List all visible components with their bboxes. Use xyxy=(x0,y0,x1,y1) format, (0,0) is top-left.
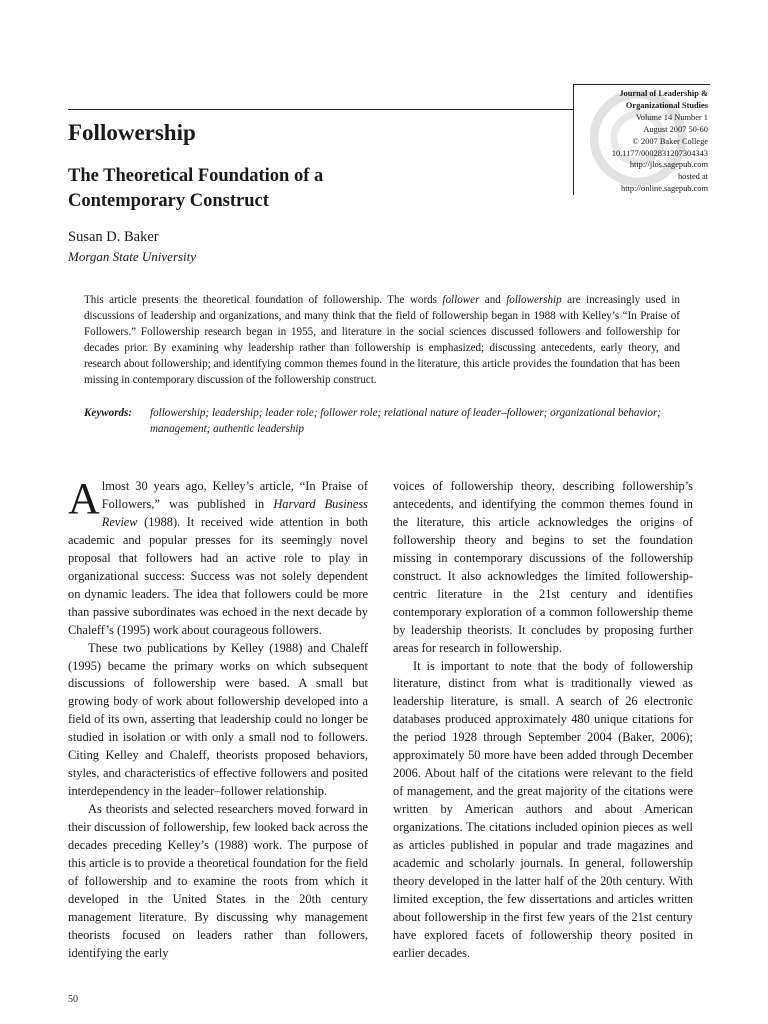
abstract-term: follower xyxy=(442,294,480,306)
drop-cap: A xyxy=(68,474,100,523)
journal-name-line2: Organizational Studies xyxy=(625,100,708,110)
keywords-list: followership; leadership; leader role; follower role; relational nature of leader–follower; organizational behavior; management; authentic leadership xyxy=(150,407,661,436)
author-affiliation: Morgan State University xyxy=(68,249,197,264)
journal-citation: Harvard Business Review xyxy=(101,496,368,529)
abstract-text: are increasingly used in discussions of leadership and organizations, and many think that the field of followership began in 1988 with Kelley’s “In Praise of Followers.” Followership research began in 1955, and literature in the social sciences discussed followers and followership for decades prior. By examining why leadership rather than followership is emphasized; discussing antecedents, early theory, and research about followership; and identifying common themes found in the literature, this article provides the foundation that has been missing in contemporary discussion of the followership construct. xyxy=(84,294,680,387)
journal-info xyxy=(560,88,708,195)
journal-hosted-label: hosted at xyxy=(677,172,708,182)
abstract-text: This article presents the theoretical foundation of followership. The words xyxy=(84,294,443,306)
body-text: (1988). It received wide attention in both academic and popular presses for its seemingly novel proposal that followers had an active role to play in organizational success: Success was not solely dependent on dynamic leaders. The idea that followers could be more than passive subordinates was echoed in the next decade by Chaleff’s (1995) work about courageous followers. xyxy=(68,514,368,637)
body-column-right xyxy=(393,478,693,963)
abstract-term: followership xyxy=(506,294,562,306)
keywords xyxy=(84,405,684,437)
article-subtitle: The Theoretical Foundation of a Contemporary Construct xyxy=(68,166,324,211)
journal-copyright: © 2007 Baker College xyxy=(632,136,708,146)
body-paragraph: It is important to note that the body of followership literature, distinct from what is traditionally viewed as leadership literature, is small. A search of 26 electronic databases produced approximately 480 unique citations for the period 1928 through September 2004 (Baker, 2006); approximately 50 more have been added through December 2006. About half of the citations were relevant to the field of management, and the great majority of the citations were written by American authors and about American organizations. The citations included opinion pieces as well as articles published in popular and trade magazines and academic and scholarly journals. In general, followership theory developed in the latter half of the 20th century. With limited exception, the few dissertations and articles written about followership in the first few years of the 21st century have explored facets of followership theory posited in earlier decades. xyxy=(393,658,693,960)
journal-date-pages: August 2007 50-60 xyxy=(643,124,708,134)
keywords-label: Keywords: xyxy=(84,407,133,419)
body-column-left xyxy=(68,474,368,963)
author-name: Susan D. Baker xyxy=(68,229,159,245)
body-paragraph: As theorists and selected researchers moved forward in their discussion of followership, few looked back across the decades preceding Kelley’s (1988) work. The purpose of this article is to provide a theoretical foundation for the field of followership and to examine the roots from which it developed in the United States in the 20th century management literature. By discussing why management theorists focused on leaders rather than followers, identifying the early xyxy=(68,802,368,960)
title-rule xyxy=(68,109,573,110)
journal-hosted-url[interactable]: http://online.sagepub.com xyxy=(621,184,708,194)
journal-volume: Volume 14 Number 1 xyxy=(635,112,708,122)
abstract xyxy=(84,292,680,389)
body-paragraph: voices of followership theory, describing followership’s antecedents, and identifying the common themes found in the literature, this article acknowledges the origins of followership theory and begins to set the foundation missing in contemporary discussions of the followership construct. It also acknowledges the limited followership-centric literature in the 21st century and identifies contemporary exploration of a common followership theme by leadership theorists. It concludes by proposing further areas for research in followership. xyxy=(393,479,693,655)
body-text: lmost 30 years ago, Kelley’s article, “In Praise of Followers,” was published in xyxy=(101,479,368,511)
journal-url[interactable]: http://jlos.sagepub.com xyxy=(629,160,708,170)
page-number: 50 xyxy=(68,994,78,1005)
body-paragraph: These two publications by Kelley (1988) and Chaleff (1995) became the primary works on which subsequent discussions of followership were based. A small but growing body of work about followership developed into a field of its own, asserting that leadership could no longer be studied in isolation or with only a small nod to followers. Citing Kelley and Chaleff, theorists proposed behaviors, styles, and characteristics of effective followers and posited interdependency in the leader–follower relationship. xyxy=(68,640,368,799)
journal-doi: 10.1177/0002831207304343 xyxy=(611,148,708,158)
journal-name-line1: Journal of Leadership & xyxy=(619,89,708,98)
body-paragraph xyxy=(68,474,368,640)
article-title: Followership xyxy=(68,120,196,145)
abstract-text: and xyxy=(479,294,507,306)
